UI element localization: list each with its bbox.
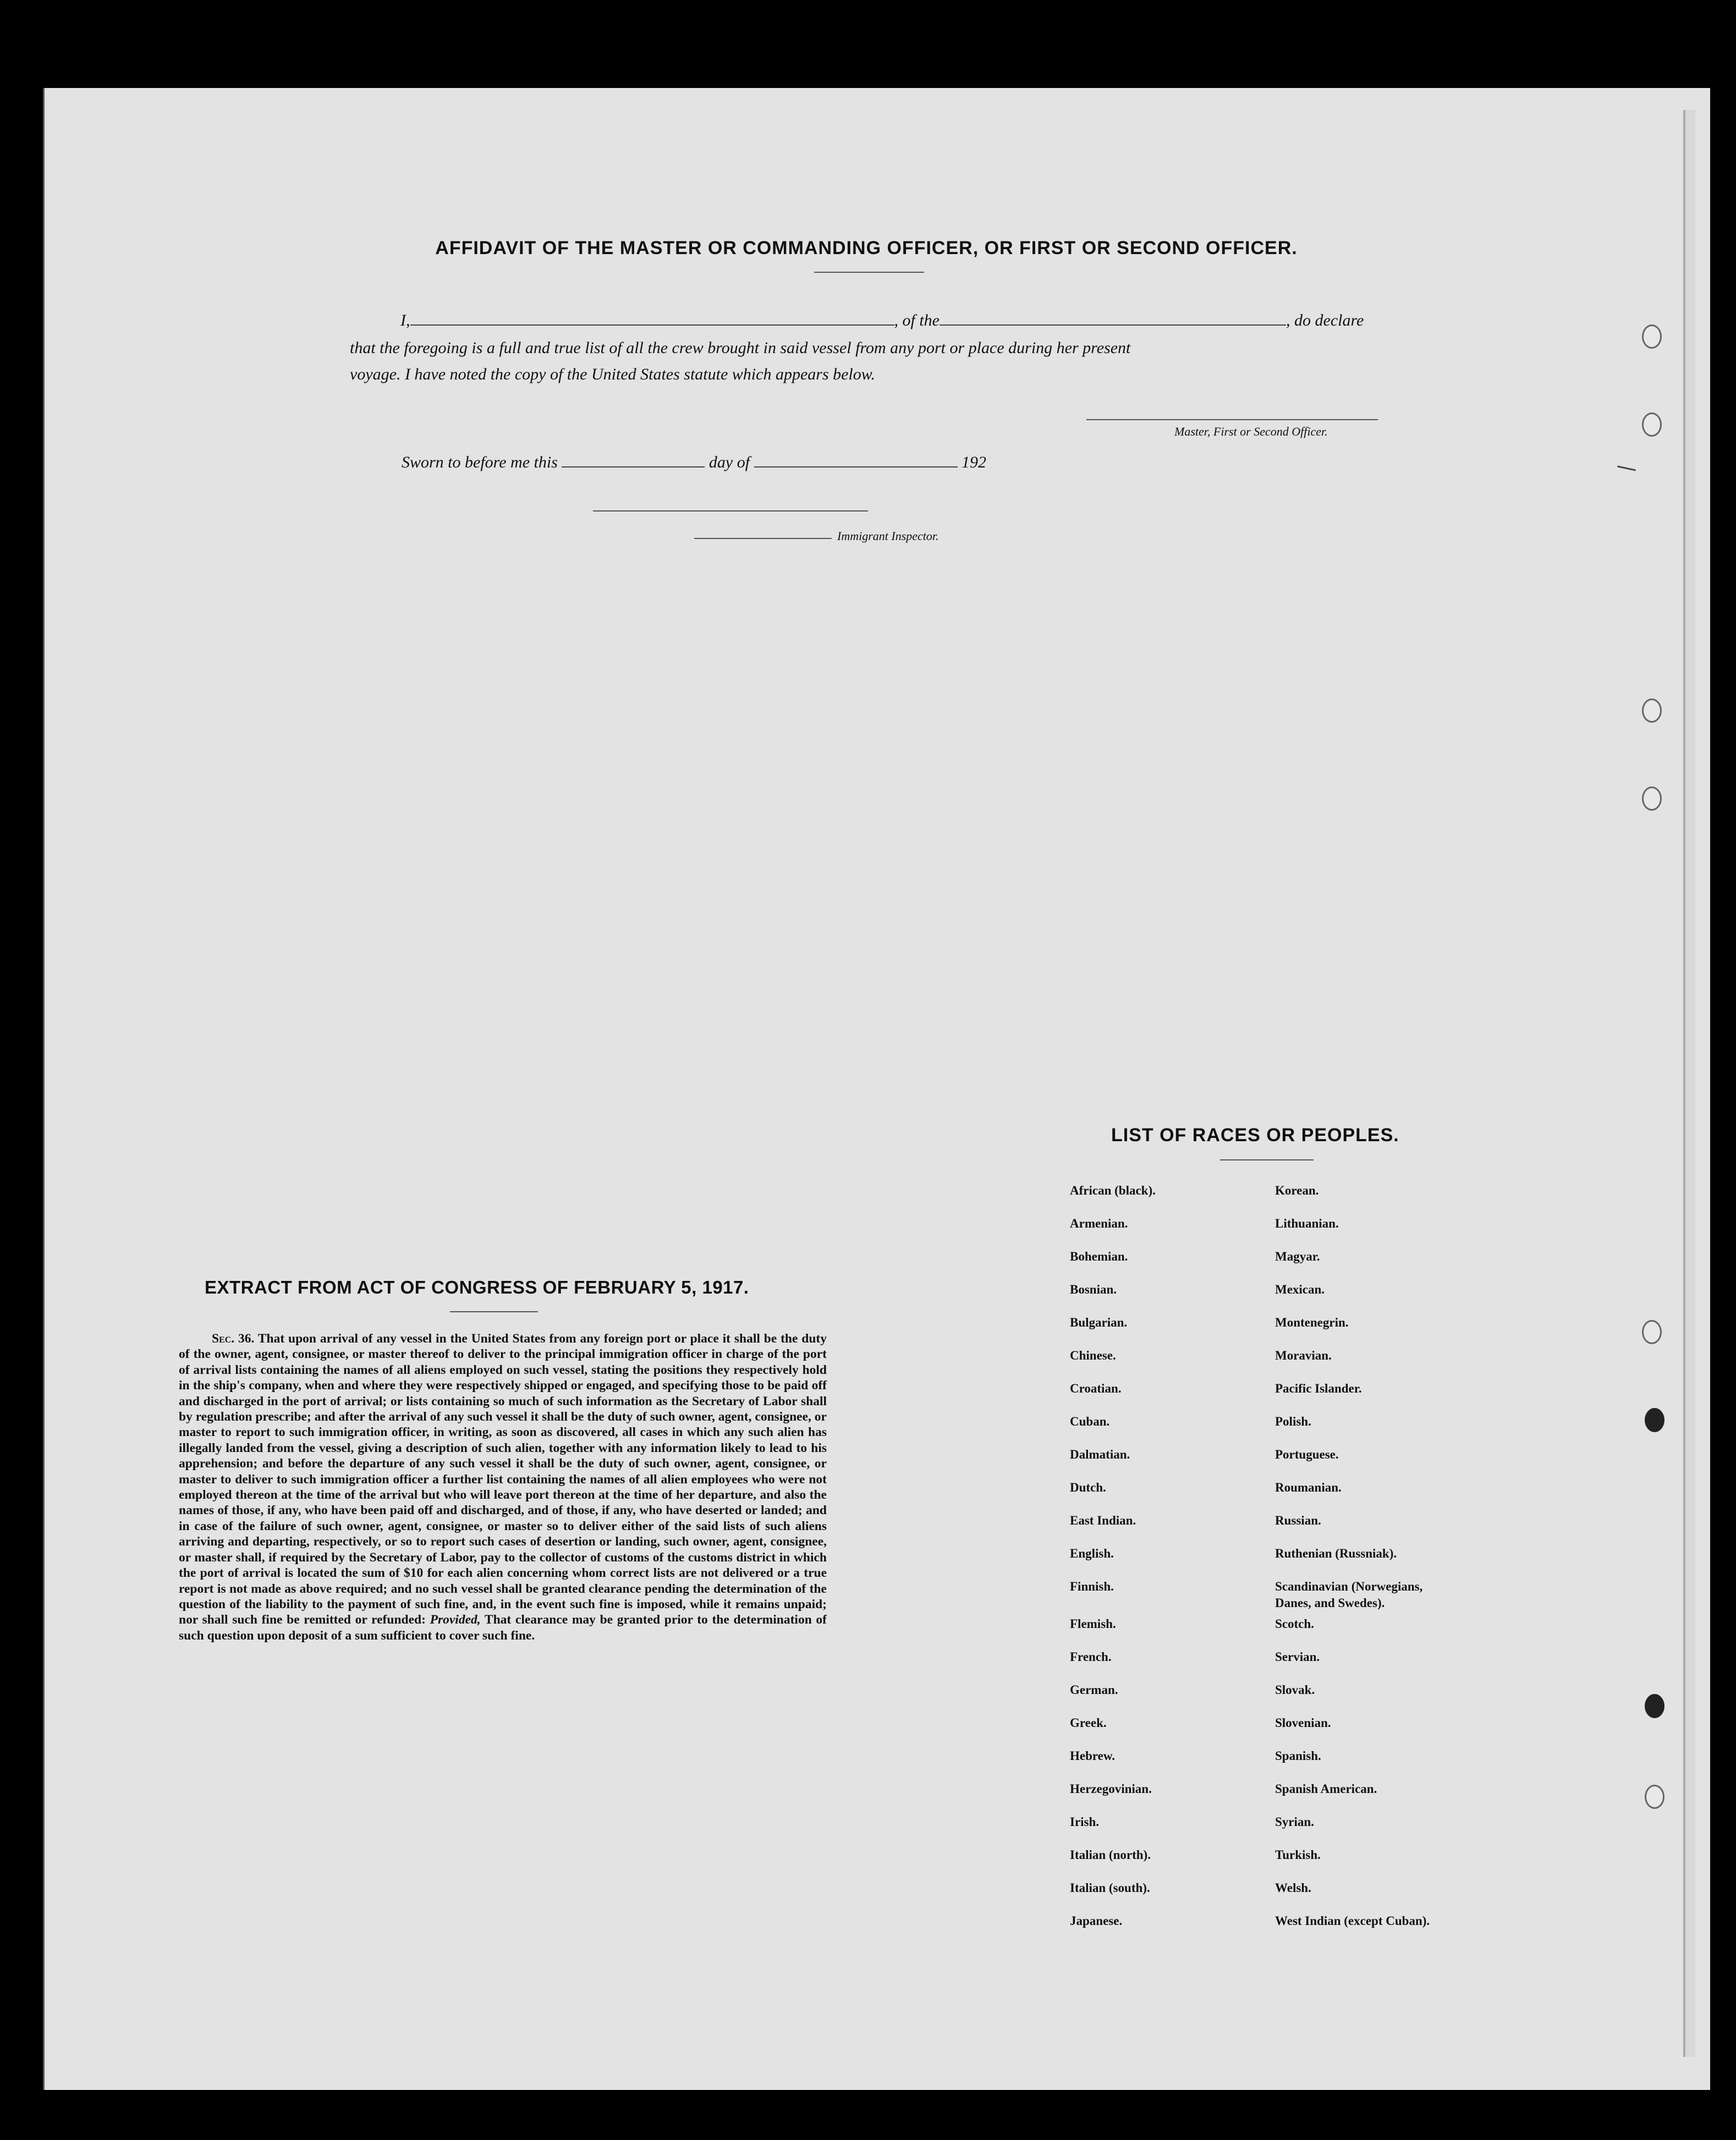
race-item: Finnish.	[1070, 1580, 1114, 1593]
races-title: LIST OF RACES OR PEOPLES.	[1111, 1125, 1399, 1146]
page-edge	[1683, 110, 1695, 2057]
race-item: Chinese.	[1070, 1349, 1116, 1362]
sworn-month-blank	[754, 454, 958, 467]
affidavit-line-3: voyage. I have noted the copy of the United States statute which appears below.	[350, 365, 876, 383]
race-item: Bosnian.	[1070, 1283, 1117, 1296]
affidavit-declare-text: , do declare	[1286, 311, 1364, 329]
race-item: Ruthenian (Russniak).	[1275, 1547, 1397, 1560]
sworn-line	[402, 453, 986, 472]
race-item: Spanish American.	[1275, 1782, 1377, 1796]
inspector-signature-line-lower	[694, 538, 832, 539]
inspector-signature-line-upper	[593, 510, 868, 511]
binder-hole	[1645, 1408, 1664, 1432]
extract-divider	[450, 1311, 538, 1312]
races-column-2	[1275, 1182, 1523, 1946]
race-item: Turkish.	[1275, 1848, 1321, 1862]
race-item: Italian (south).	[1070, 1881, 1150, 1895]
binder-hole	[1642, 1320, 1662, 1344]
race-item: Spanish.	[1275, 1749, 1321, 1763]
sworn-prefix: Sworn to before me this	[402, 453, 558, 471]
race-item: German.	[1070, 1683, 1118, 1697]
affidavit-i-text: I,	[400, 311, 410, 329]
race-item: Scotch.	[1275, 1617, 1314, 1631]
race-item: Croatian.	[1070, 1382, 1122, 1395]
race-item: Scandinavian (Norwegians, Danes, and Swedes).	[1275, 1580, 1423, 1610]
race-item: Lithuanian.	[1275, 1217, 1339, 1230]
race-item: English.	[1070, 1547, 1114, 1560]
binder-hole	[1645, 1785, 1664, 1809]
race-item: Servian.	[1275, 1650, 1320, 1664]
race-item: Korean.	[1275, 1184, 1319, 1197]
race-item: Russian.	[1275, 1514, 1321, 1527]
extract-text-end: That clearance may be granted prior to the determination of such question upon deposit of a sum sufficient to cover such fine.	[179, 1613, 827, 1643]
section-label: Sec. 36.	[212, 1332, 255, 1346]
race-item: Herzegovinian.	[1070, 1782, 1152, 1796]
race-item: Flemish.	[1070, 1617, 1116, 1631]
name-blank	[410, 312, 894, 326]
race-item: Welsh.	[1275, 1881, 1311, 1895]
binder-hole	[1642, 698, 1662, 723]
affidavit-line-1	[400, 311, 1364, 330]
binder-hole	[1645, 1694, 1664, 1718]
sworn-year: 192	[962, 453, 987, 471]
provided-term: Provided,	[430, 1613, 481, 1627]
races-divider	[1220, 1159, 1314, 1160]
race-item: Greek.	[1070, 1716, 1107, 1730]
race-item: Mexican.	[1275, 1283, 1325, 1296]
extract-body	[179, 1331, 827, 1643]
race-item: Italian (north).	[1070, 1848, 1151, 1862]
races-column-1	[1070, 1182, 1257, 1946]
extract-title: EXTRACT FROM ACT OF CONGRESS OF FEBRUARY 5, 1917.	[205, 1277, 749, 1297]
race-item: Slovenian.	[1275, 1716, 1331, 1730]
race-item: Dalmatian.	[1070, 1448, 1130, 1461]
race-item: Dutch.	[1070, 1481, 1106, 1494]
race-item: African (black).	[1070, 1184, 1156, 1197]
sworn-day-label: day of	[708, 453, 750, 471]
binder-hole	[1642, 412, 1662, 437]
race-item: Magyar.	[1275, 1250, 1320, 1263]
race-item: Bulgarian.	[1070, 1316, 1128, 1329]
master-signature-line	[1086, 419, 1378, 420]
race-item: Montenegrin.	[1275, 1316, 1349, 1329]
race-item: Hebrew.	[1070, 1749, 1115, 1763]
race-item: Slovak.	[1275, 1683, 1315, 1697]
binder-hole	[1642, 324, 1662, 349]
race-item: Japanese.	[1070, 1914, 1123, 1928]
affidavit-title: AFFIDAVIT OF THE MASTER OR COMMANDING OFFICER, OR FIRST OR SECOND OFFICER.	[435, 238, 1298, 258]
title-divider	[814, 272, 924, 273]
race-item: Pacific Islander.	[1275, 1382, 1362, 1395]
race-item: Bohemian.	[1070, 1250, 1128, 1263]
race-item: Moravian.	[1275, 1349, 1332, 1362]
sworn-day-blank	[562, 454, 705, 467]
race-item: West Indian (except Cuban).	[1275, 1914, 1430, 1928]
inspector-signature-label: Immigrant Inspector.	[837, 529, 939, 543]
race-item: French.	[1070, 1650, 1112, 1664]
race-item: East Indian.	[1070, 1514, 1136, 1527]
race-item: Roumanian.	[1275, 1481, 1342, 1494]
race-item: Syrian.	[1275, 1815, 1314, 1829]
master-signature-label: Master, First or Second Officer.	[1174, 425, 1328, 438]
race-item: Armenian.	[1070, 1217, 1128, 1230]
affidavit-line-2: that the foregoing is a full and true list of all the crew brought in said vessel from any port or place during her present	[350, 339, 1131, 357]
binder-hole	[1642, 786, 1662, 811]
race-item: Polish.	[1275, 1415, 1311, 1428]
extract-text-main: That upon arrival of any vessel in the United States from any foreign port or place it shall be the duty of the owner, agent, consignee, or master thereof to deliver to the principal immigration officer in charge of the port of arrival lists containing the names of all aliens employed on such vessel, stating the positions they respectively hold in the ship's company, when and where they were respectively shipped or engaged, and specifying those to be paid off and discharged in the port of arrival; or lists containing so much of such information as the Secretary of Labor shall by regulation prescribe; and after the arrival of any such vessel it shall be the duty of such owner, agent, consignee, or master to report to such immigration officer, in writing, as soon as discovered, all cases in which any such alien has illegally landed from the vessel, giving a description of such alien, together with any information likely to lead to his apprehension; and before the departure of any such vessel it shall be the duty of such owner, agent, consignee, or master to deliver to such immigration officer a further list containing the names of all alien employees who were not employed thereon at the time of the arrival but who will leave port thereon at the time of her departure, and also the names of those, if any, who have been paid off and discharged, and of those, if any, who have deserted or landed; and in case of the failure of such owner, agent, consignee, or master so to deliver either of the said lists of such aliens arriving and departing, respectively, or so to report such cases of desertion or landing, such owner, agent, consignee, or master shall, if required by the Secretary of Labor, pay to the collector of customs of the customs district in which the port of arrival is located the sum of $10 for each alien concerning whom correct lists are not delivered or a true report is not made as above required; and no such vessel shall be granted clearance pending the determination of the question of the liability to the payment of such fine, and, in the event such fine is imposed, while it remains unpaid; nor shall such fine be remitted or refunded:	[179, 1332, 827, 1627]
race-item: Portuguese.	[1275, 1448, 1339, 1461]
vessel-blank	[940, 312, 1286, 326]
race-item: Irish.	[1070, 1815, 1100, 1829]
affidavit-of-the-text: , of the	[894, 311, 940, 329]
race-item: Cuban.	[1070, 1415, 1110, 1428]
